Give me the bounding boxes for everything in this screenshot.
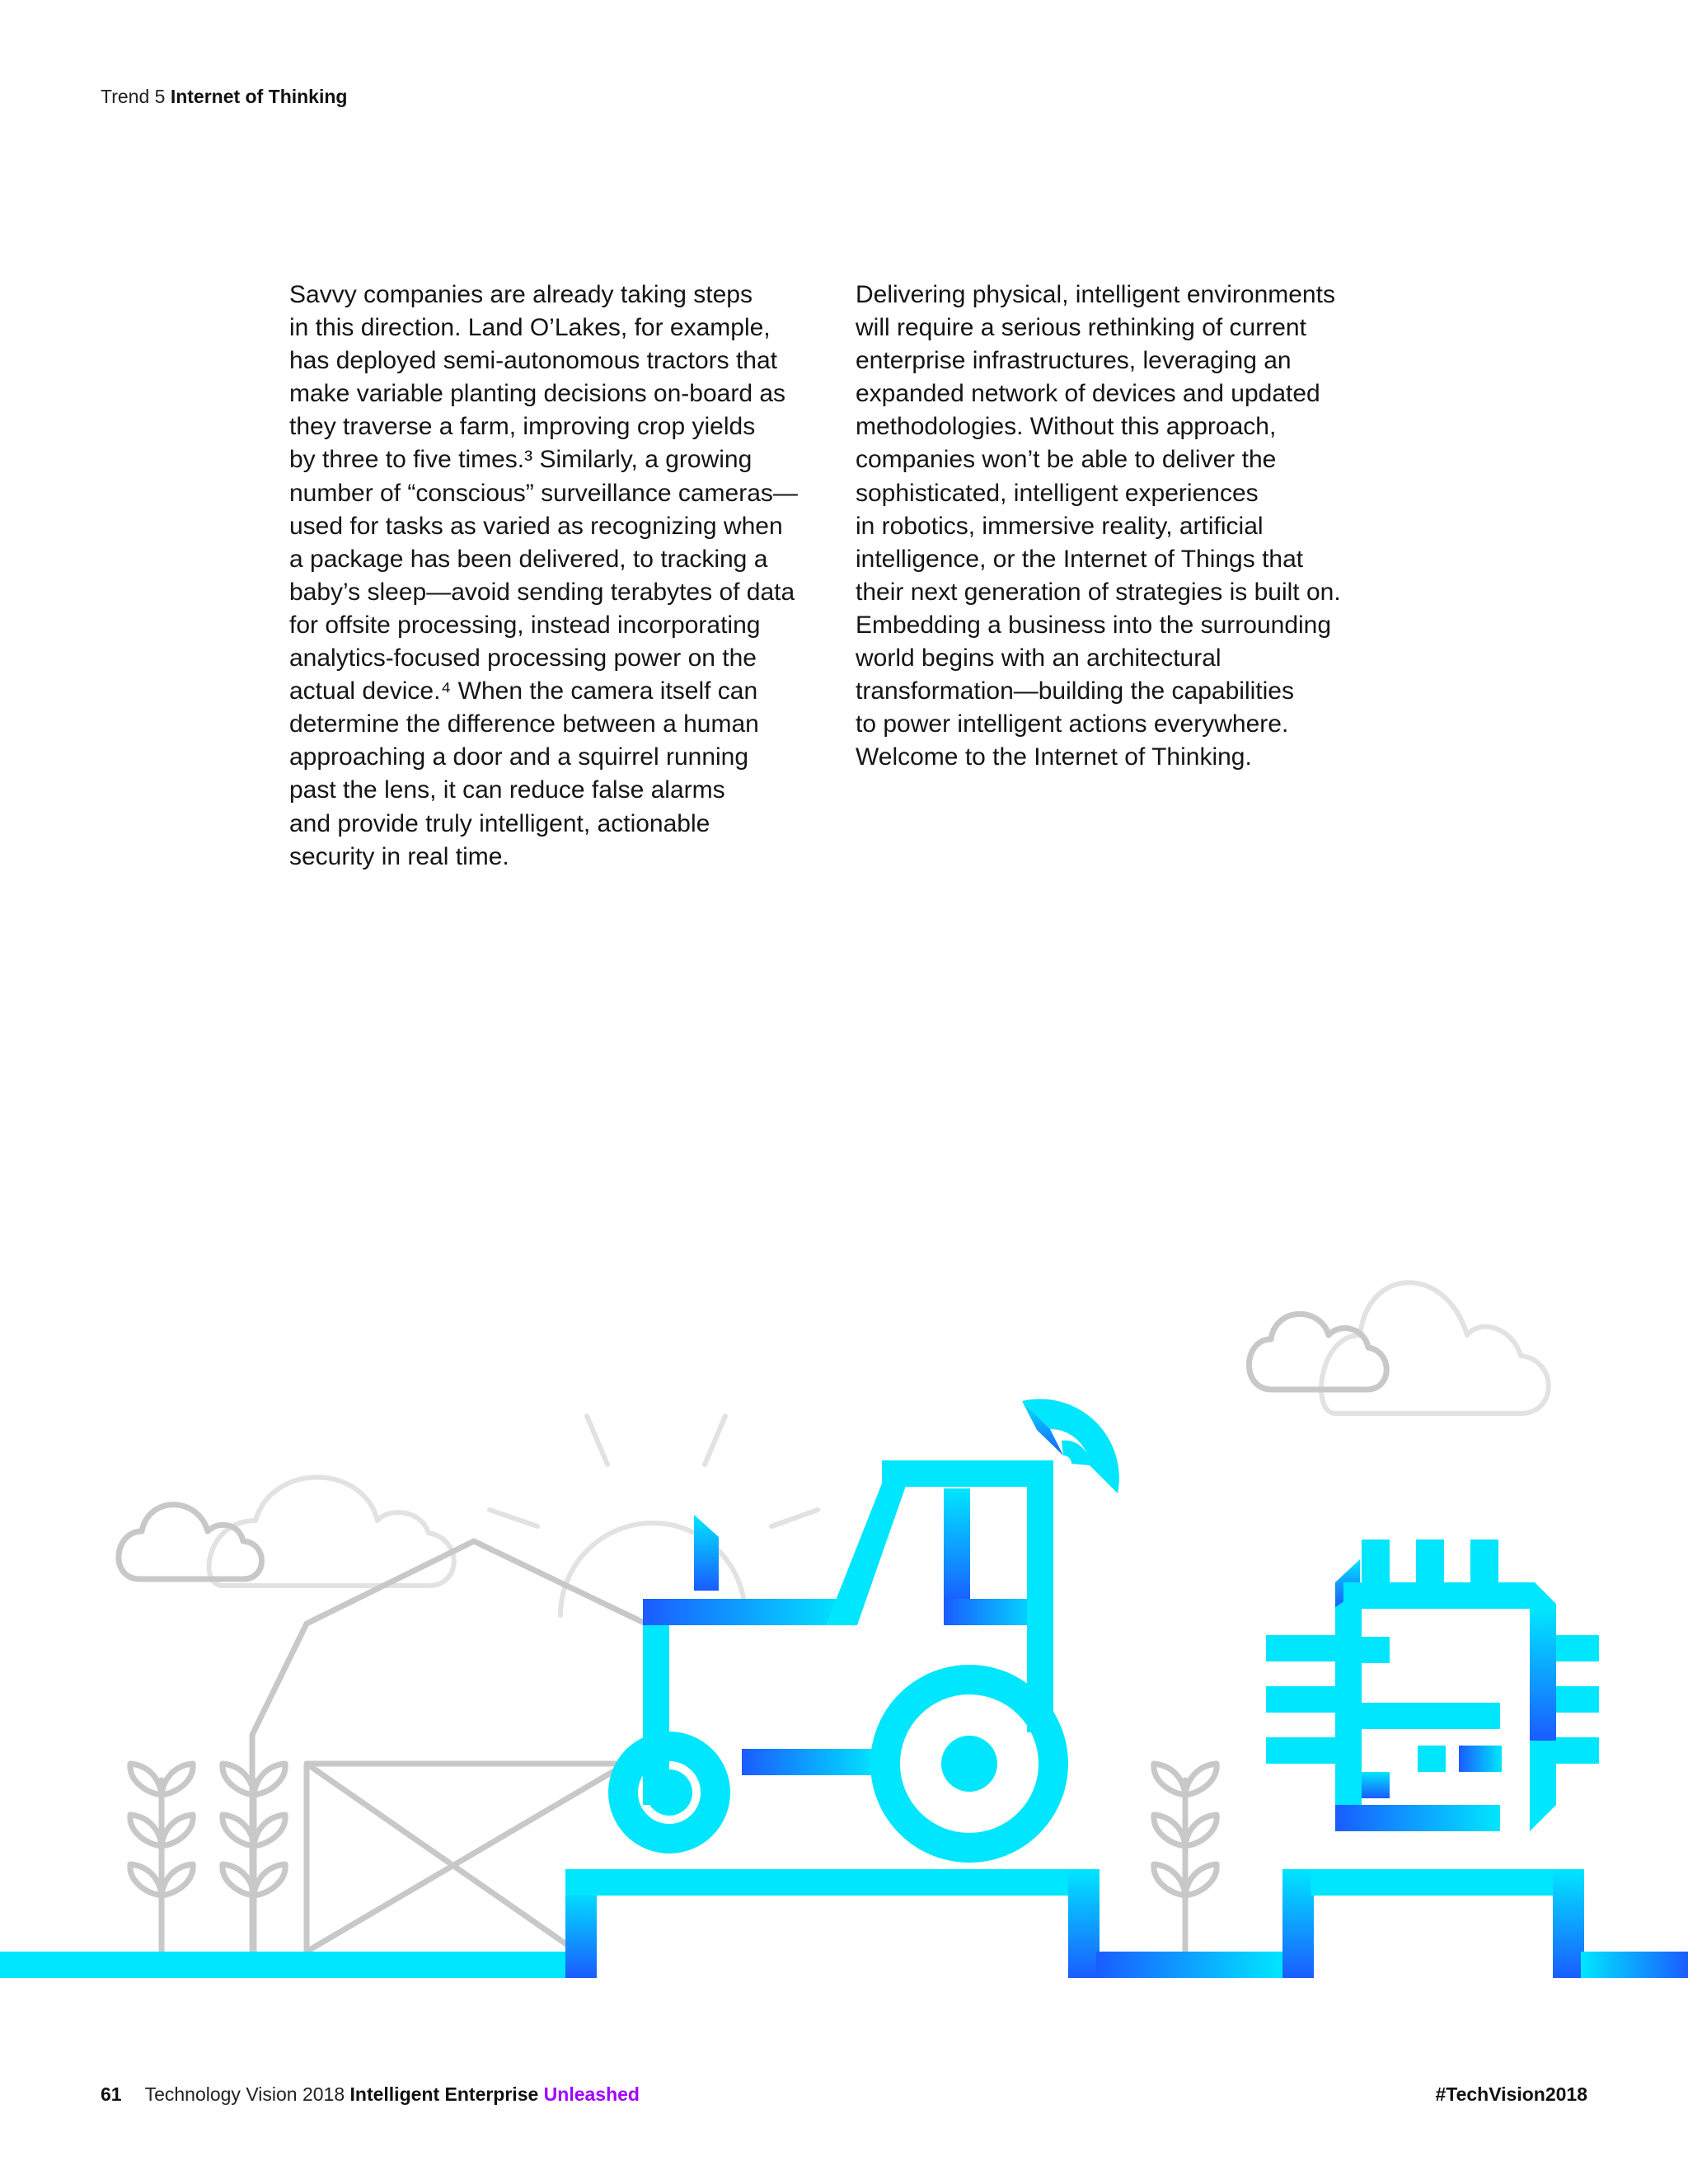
text-line: for offsite processing, instead incorporating [289, 611, 761, 639]
right-column [856, 279, 1383, 774]
left-column [289, 279, 833, 874]
text-line: in this direction. Land O’Lakes, for example, [289, 314, 771, 342]
text-line: methodologies. Without this approach, [856, 413, 1277, 441]
trend-label: Trend 5 [101, 86, 166, 107]
text-line: past the lens, it can reduce false alarms [289, 776, 725, 804]
text-line: approaching a door and a squirrel running [289, 743, 749, 771]
text-line: in robotics, immersive reality, artificial [856, 512, 1264, 540]
footer-left [101, 2083, 640, 2106]
publication-title-accent: Unleashed [543, 2083, 640, 2105]
page-number: 61 [101, 2083, 122, 2105]
text-line: baby’s sleep—avoid sending terabytes of data [289, 578, 795, 606]
text-line: they traverse a farm, improving crop yields [289, 413, 756, 441]
text-line: and provide truly intelligent, actionable [289, 809, 710, 837]
text-line: number of “conscious” surveillance cameras— [289, 479, 798, 507]
publication-name: Technology Vision 2018 [144, 2083, 345, 2105]
text-line: actual device.⁴ When the camera itself can [289, 677, 758, 705]
trend-title: Internet of Thinking [170, 86, 348, 107]
text-line: used for tasks as varied as recognizing when [289, 512, 783, 540]
text-line: Savvy companies are already taking steps [289, 281, 753, 308]
text-line: has deployed semi-autonomous tractors that [289, 347, 777, 375]
sun-icon [490, 1416, 818, 1615]
text-line: analytics-focused processing power on the [289, 644, 757, 673]
cloud-icon [1249, 1314, 1386, 1390]
text-line: intelligence, or the Internet of Things that [856, 545, 1304, 573]
tractor-icon [623, 1460, 1053, 1848]
text-line: companies won’t be able to deliver the [856, 446, 1277, 474]
wheat-icon [130, 1764, 193, 1952]
text-line: their next generation of strategies is built on. [856, 578, 1341, 606]
text-line: enterprise infrastructures, leveraging an [856, 347, 1292, 375]
wheat-icon [223, 1764, 285, 1952]
text-line: determine the difference between a human [289, 710, 759, 738]
text-line: transformation—building the capabilities [856, 677, 1294, 705]
text-line: Delivering physical, intelligent environments [856, 281, 1335, 308]
farm-illustration [0, 1236, 1688, 2019]
cloud-icon [119, 1505, 262, 1579]
text-line: a package has been delivered, to tracking a [289, 545, 768, 573]
text-line: to power intelligent actions everywhere. [856, 710, 1289, 738]
text-line: expanded network of devices and updated [856, 380, 1320, 408]
chip-icon [1266, 1540, 1599, 1831]
publication-title: Intelligent Enterprise [349, 2083, 539, 2105]
text-line: will require a serious rethinking of current [856, 314, 1306, 342]
text-line: make variable planting decisions on-board as [289, 380, 786, 408]
wheat-icon [1154, 1764, 1217, 1952]
text-line: Welcome to the Internet of Thinking. [856, 743, 1252, 771]
footer-hashtag: #TechVision2018 [1435, 2083, 1587, 2105]
text-line: security in real time. [289, 842, 509, 870]
running-header [101, 86, 347, 108]
text-line: world begins with an architectural [856, 644, 1221, 673]
text-line: Embedding a business into the surrounding [856, 611, 1332, 639]
text-line: sophisticated, intelligent experiences [856, 479, 1259, 507]
cloud-icon [1321, 1282, 1549, 1413]
text-line: by three to five times.³ Similarly, a growing [289, 446, 753, 474]
